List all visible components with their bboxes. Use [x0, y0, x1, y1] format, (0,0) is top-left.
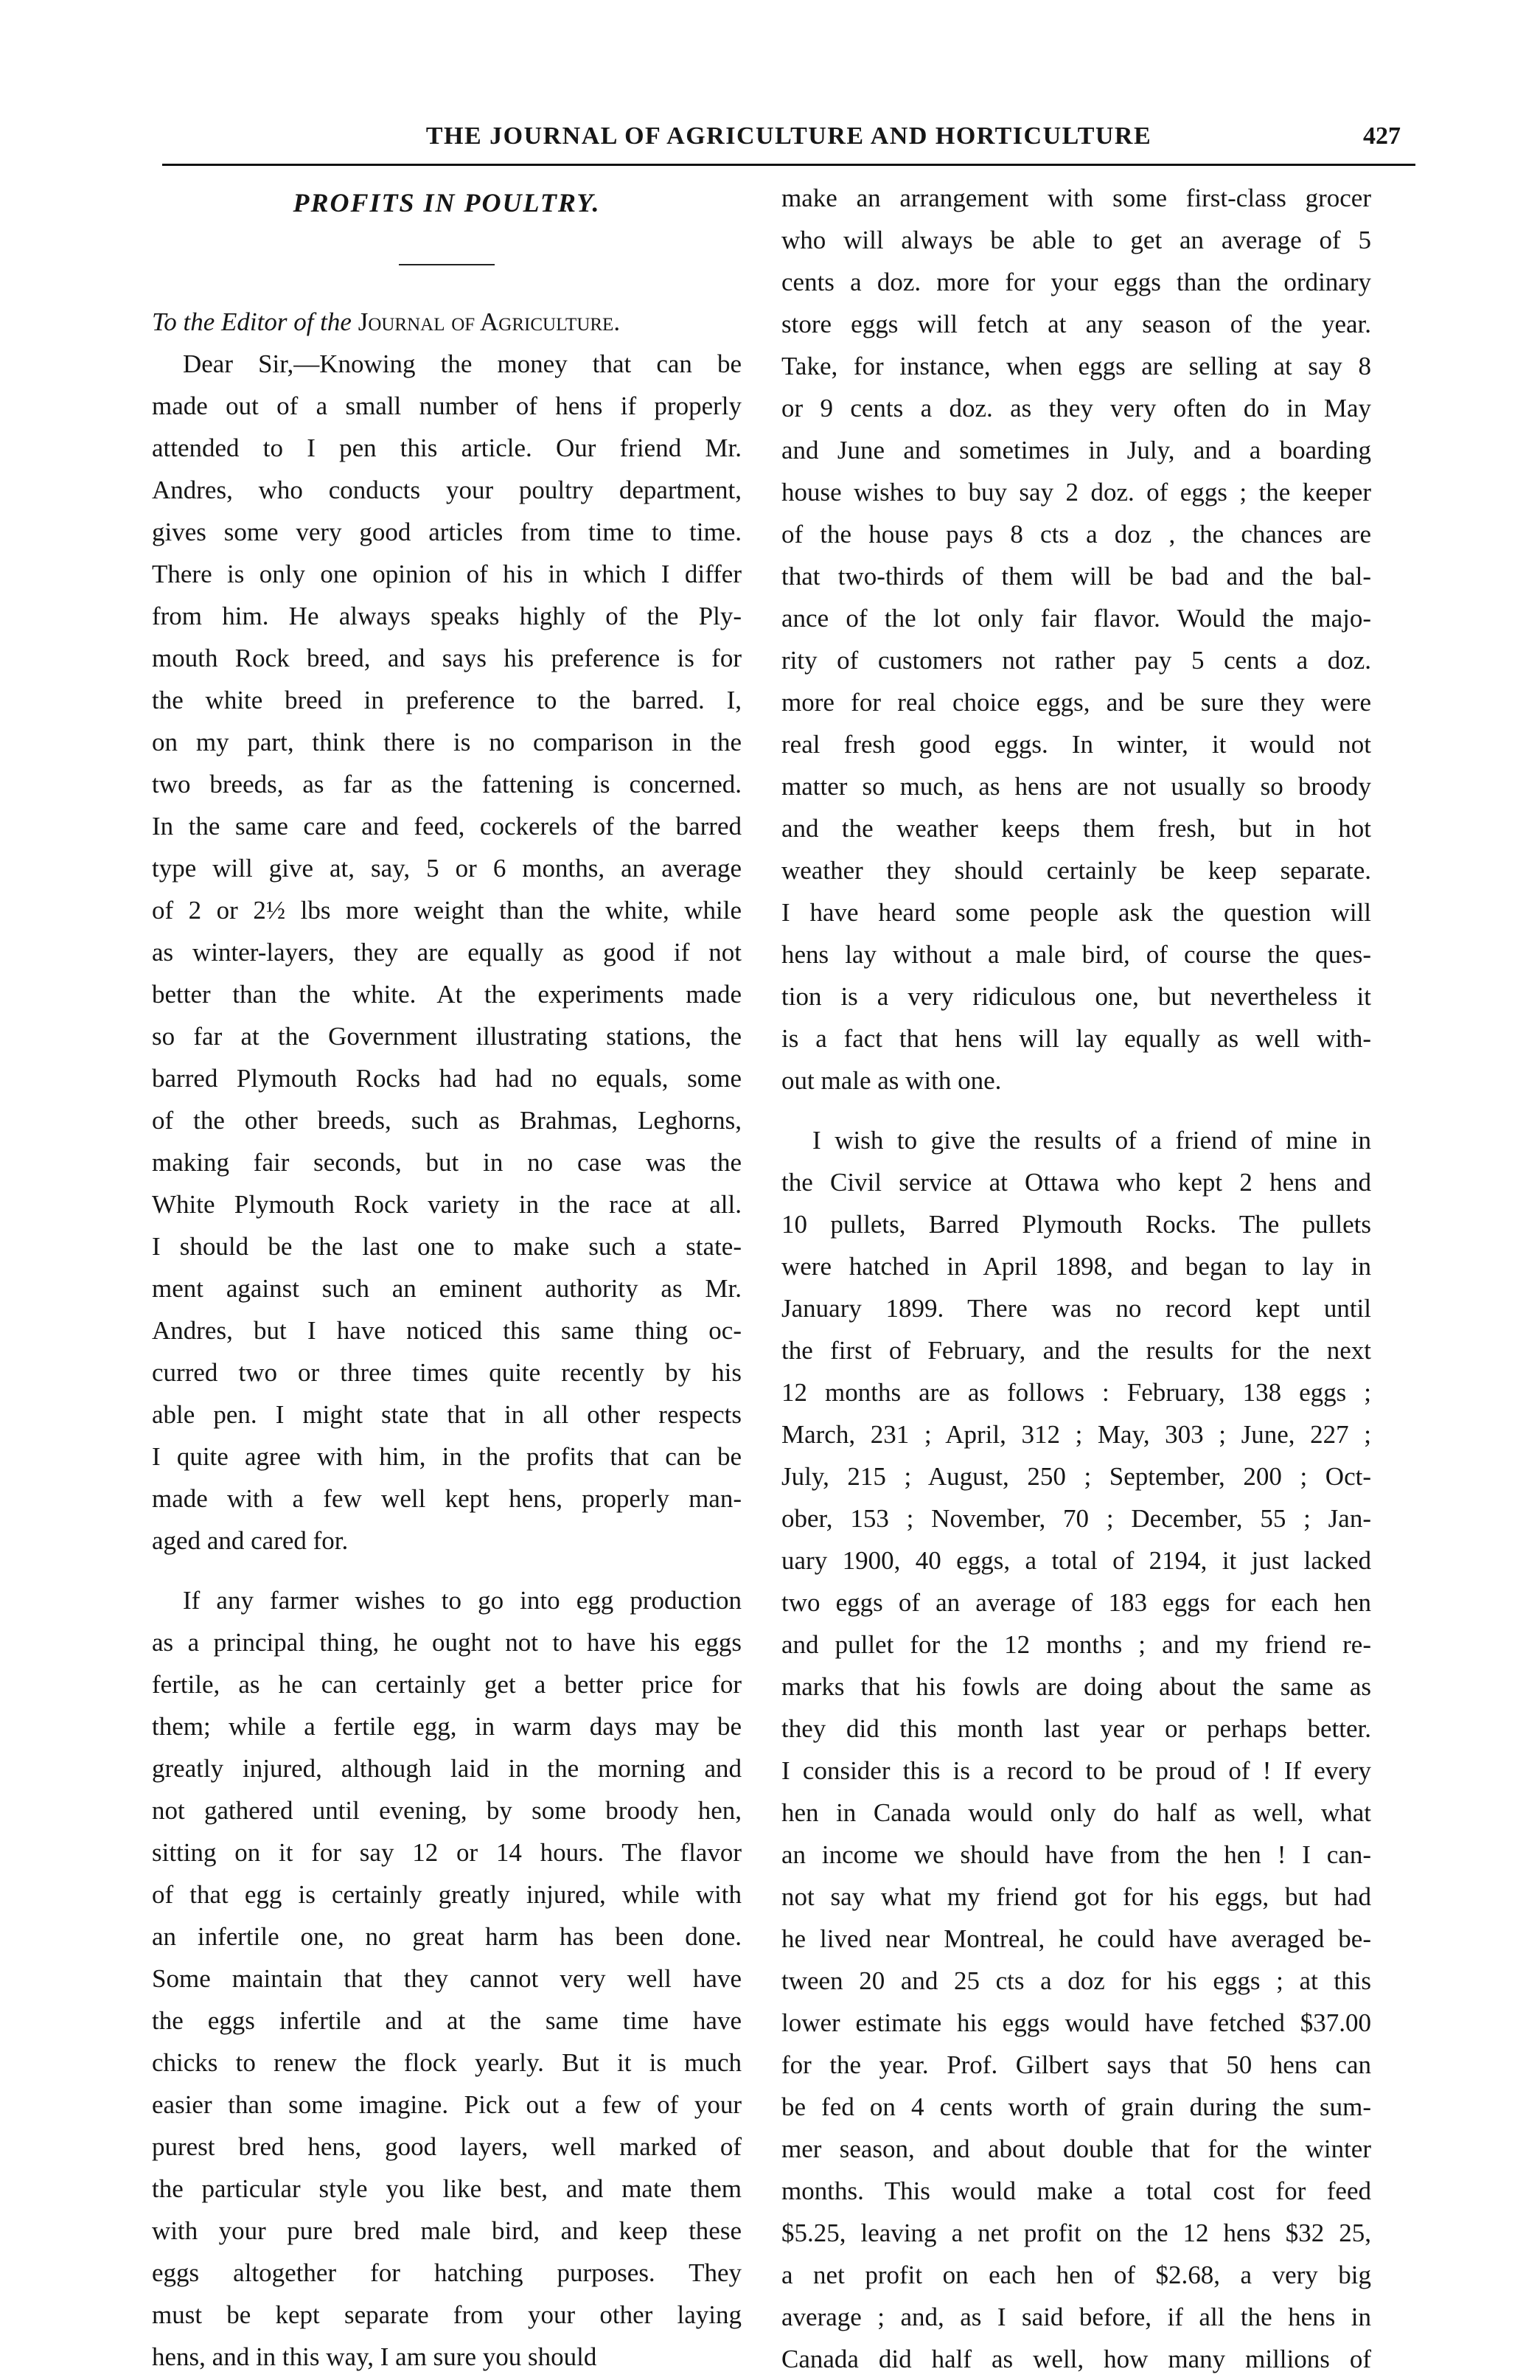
header-rule — [162, 164, 1415, 166]
text-line: from him. He always speaks highly of the Ply- — [152, 602, 742, 630]
text-line: January 1899. There was no record kept until — [781, 1294, 1371, 1323]
title-rule — [399, 264, 495, 265]
text-line: If any farmer wishes to go into egg production — [183, 1586, 742, 1615]
text-line: be fed on 4 cents worth of grain during the sum- — [781, 2092, 1371, 2121]
text-line: tween 20 and 25 cts a doz for his eggs ; at this — [781, 1966, 1371, 1995]
text-line: In the same care and feed, cockerels of the barred — [152, 812, 742, 841]
text-line: easier than some imagine. Pick out a few of your — [152, 2090, 742, 2119]
text-line: Andres, but I have noticed this same thing oc- — [152, 1316, 742, 1345]
text-line: I should be the last one to make such a state- — [152, 1232, 742, 1261]
text-line: White Plymouth Rock variety in the race at all. — [152, 1190, 742, 1219]
text-line: I consider this is a record to be proud of ! If every — [781, 1756, 1371, 1785]
text-line: the white breed in preference to the barred. I, — [152, 686, 742, 714]
text-line: marks that his fowls are doing about the same as — [781, 1672, 1371, 1701]
text-line: eggs altogether for hatching purposes. They — [152, 2258, 742, 2287]
journal-title: THE JOURNAL OF AGRICULTURE AND HORTICULTURE — [425, 122, 1152, 150]
text-line: making fair seconds, but in no case was the — [152, 1148, 742, 1177]
text-line: of the other breeds, such as Brahmas, Leghorns, — [152, 1106, 742, 1135]
text-line: the particular style you like best, and mate them — [152, 2174, 742, 2203]
article-title: PROFITS IN POULTRY. — [293, 188, 601, 218]
text-line: Andres, who conducts your poultry department, — [152, 476, 742, 504]
text-line: real fresh good eggs. In winter, it would not — [781, 730, 1371, 759]
text-line: make an arrangement with some first-class grocer — [781, 184, 1371, 212]
text-line: March, 231 ; April, 312 ; May, 303 ; June, 227 ; — [781, 1420, 1371, 1449]
text-line: the Civil service at Ottawa who kept 2 hens and — [781, 1168, 1371, 1197]
text-line: uary 1900, 40 eggs, a total of 2194, it just lacked — [781, 1546, 1371, 1575]
text-line: a net profit on each hen of $2.68, a very big — [781, 2261, 1371, 2289]
text-line: weather they should certainly be keep separate. — [781, 856, 1371, 885]
text-line: were hatched in April 1898, and began to lay in — [781, 1252, 1371, 1281]
text-line: rity of customers not rather pay 5 cents a doz. — [781, 646, 1371, 675]
text-line: not gathered until evening, by some broody hen, — [152, 1796, 742, 1825]
text-line: cents a doz. more for your eggs than the ordinary — [781, 268, 1371, 296]
text-line: on my part, think there is no comparison in the — [152, 728, 742, 756]
text-line: he lived near Montreal, he could have averaged be- — [781, 1924, 1371, 1953]
text-line: Dear Sir,—Knowing the money that can be — [183, 349, 742, 378]
text-line: purest bred hens, good layers, well marked of — [152, 2132, 742, 2161]
page-number: 427 — [1363, 122, 1401, 150]
text-line: sitting on it for say 12 or 14 hours. The flavor — [152, 1838, 742, 1867]
text-line: July, 215 ; August, 250 ; September, 200 ; Oct- — [781, 1462, 1371, 1491]
text-line: 12 months are as follows : February, 138 eggs ; — [781, 1378, 1371, 1407]
text-line: as a principal thing, he ought not to have his eggs — [152, 1628, 742, 1657]
text-line: $5.25, leaving a net profit on the 12 hens $32 25, — [781, 2219, 1371, 2247]
text-line: the first of February, and the results for the next — [781, 1336, 1371, 1365]
text-line: so far at the Government illustrating stations, the — [152, 1022, 742, 1051]
text-line: lower estimate his eggs would have fetched $37.00 — [781, 2008, 1371, 2037]
text-line: able pen. I might state that in all other respects — [152, 1400, 742, 1429]
text-line: curred two or three times quite recently by his — [152, 1358, 742, 1387]
text-line: type will give at, say, 5 or 6 months, an average — [152, 854, 742, 883]
text-line: who will always be able to get an average of 5 — [781, 226, 1371, 254]
text-line: ance of the lot only fair flavor. Would the majo- — [781, 604, 1371, 633]
text-line: barred Plymouth Rocks had had no equals, some — [152, 1064, 742, 1093]
text-line: and pullet for the 12 months ; and my friend re- — [781, 1630, 1371, 1659]
text-line: must be kept separate from your other laying — [152, 2300, 742, 2329]
text-line: better than the white. At the experiments made — [152, 980, 742, 1009]
text-line: Some maintain that they cannot very well have — [152, 1964, 742, 1993]
text-line: as winter-layers, they are equally as good if not — [152, 938, 742, 967]
text-line: of that egg is certainly greatly injured, while with — [152, 1880, 742, 1909]
text-line: mer season, and about double that for the winter — [781, 2134, 1371, 2163]
text-line: average ; and, as I said before, if all the hens in — [781, 2303, 1371, 2331]
text-line: I quite agree with him, in the profits that can be — [152, 1442, 742, 1471]
text-line: out male as with one. — [781, 1066, 1002, 1095]
text-line: an income we should have from the hen ! I can- — [781, 1840, 1371, 1869]
text-line: made with a few well kept hens, properly man- — [152, 1484, 742, 1513]
text-line: months. This would make a total cost for feed — [781, 2177, 1371, 2205]
text-line: gives some very good articles from time to time. — [152, 518, 742, 546]
text-line: made out of a small number of hens if properly — [152, 392, 742, 420]
running-head — [162, 111, 1415, 162]
right-text-lines — [781, 177, 1371, 2380]
text-line: hen in Canada would only do half as well, what — [781, 1798, 1371, 1827]
text-line: mouth Rock breed, and says his preference is for — [152, 644, 742, 672]
text-line: them; while a fertile egg, in warm days may be — [152, 1712, 742, 1741]
text-line: ober, 153 ; November, 70 ; December, 55 ; Jan- — [781, 1504, 1371, 1533]
text-line: ment against such an eminent authority as Mr. — [152, 1274, 742, 1303]
text-line: aged and cared for. — [152, 1526, 349, 1555]
text-line: and the weather keeps them fresh, but in hot — [781, 814, 1371, 843]
text-line: the eggs infertile and at the same time have — [152, 2006, 742, 2035]
text-line: Canada did half as well, how many millions of — [781, 2345, 1371, 2373]
left-column — [152, 177, 742, 2378]
text-line: or 9 cents a doz. as they very often do in May — [781, 394, 1371, 422]
left-text-lines — [152, 343, 742, 2378]
address-italic: To the Editor of the — [152, 307, 358, 336]
text-line: There is only one opinion of his in which I differ — [152, 560, 742, 588]
text-line: two eggs of an average of 183 eggs for each hen — [781, 1588, 1371, 1617]
text-line: I wish to give the results of a friend of mine in — [812, 1126, 1371, 1155]
text-line: greatly injured, although laid in the morning and — [152, 1754, 742, 1783]
text-line: of the house pays 8 cts a doz , the chances are — [781, 520, 1371, 549]
text-line: fertile, as he can certainly get a better price for — [152, 1670, 742, 1699]
text-line: hens lay without a male bird, of course the ques- — [781, 940, 1371, 969]
text-line: for the year. Prof. Gilbert says that 50 hens can — [781, 2050, 1371, 2079]
text-line: and June and sometimes in July, and a boarding — [781, 436, 1371, 464]
text-line: not say what my friend got for his eggs, but had — [781, 1882, 1371, 1911]
right-column — [781, 177, 1371, 2380]
text-line: Take, for instance, when eggs are selling at say 8 — [781, 352, 1371, 380]
text-line: with your pure bred male bird, and keep these — [152, 2216, 742, 2245]
text-line: hens, and in this way, I am sure you should — [152, 2342, 597, 2371]
text-line: they did this month last year or perhaps better. — [781, 1714, 1371, 1743]
text-line: house wishes to buy say 2 doz. of eggs ; the keeper — [781, 478, 1371, 507]
text-line: an infertile one, no great harm has been done. — [152, 1922, 742, 1951]
address-journal: Journal of Agriculture. — [358, 307, 621, 336]
text-line: matter so much, as hens are not usually so broody — [781, 772, 1371, 801]
text-line: store eggs will fetch at any season of the year. — [781, 310, 1371, 338]
text-line: that two-thirds of them will be bad and the bal- — [781, 562, 1371, 591]
salutation-line — [152, 301, 742, 343]
text-line: more for real choice eggs, and be sure they were — [781, 688, 1371, 717]
text-line: is a fact that hens will lay equally as well with- — [781, 1024, 1371, 1053]
text-line: chicks to renew the flock yearly. But it is much — [152, 2048, 742, 2077]
text-line: tion is a very ridiculous one, but nevertheless it — [781, 982, 1371, 1011]
text-line: 10 pullets, Barred Plymouth Rocks. The pullets — [781, 1210, 1371, 1239]
text-line: two breeds, as far as the fattening is concerned. — [152, 770, 742, 798]
text-line: I have heard some people ask the question will — [781, 898, 1371, 927]
text-line: attended to I pen this article. Our friend Mr. — [152, 434, 742, 462]
text-line: of 2 or 2½ lbs more weight than the white, while — [152, 896, 742, 925]
